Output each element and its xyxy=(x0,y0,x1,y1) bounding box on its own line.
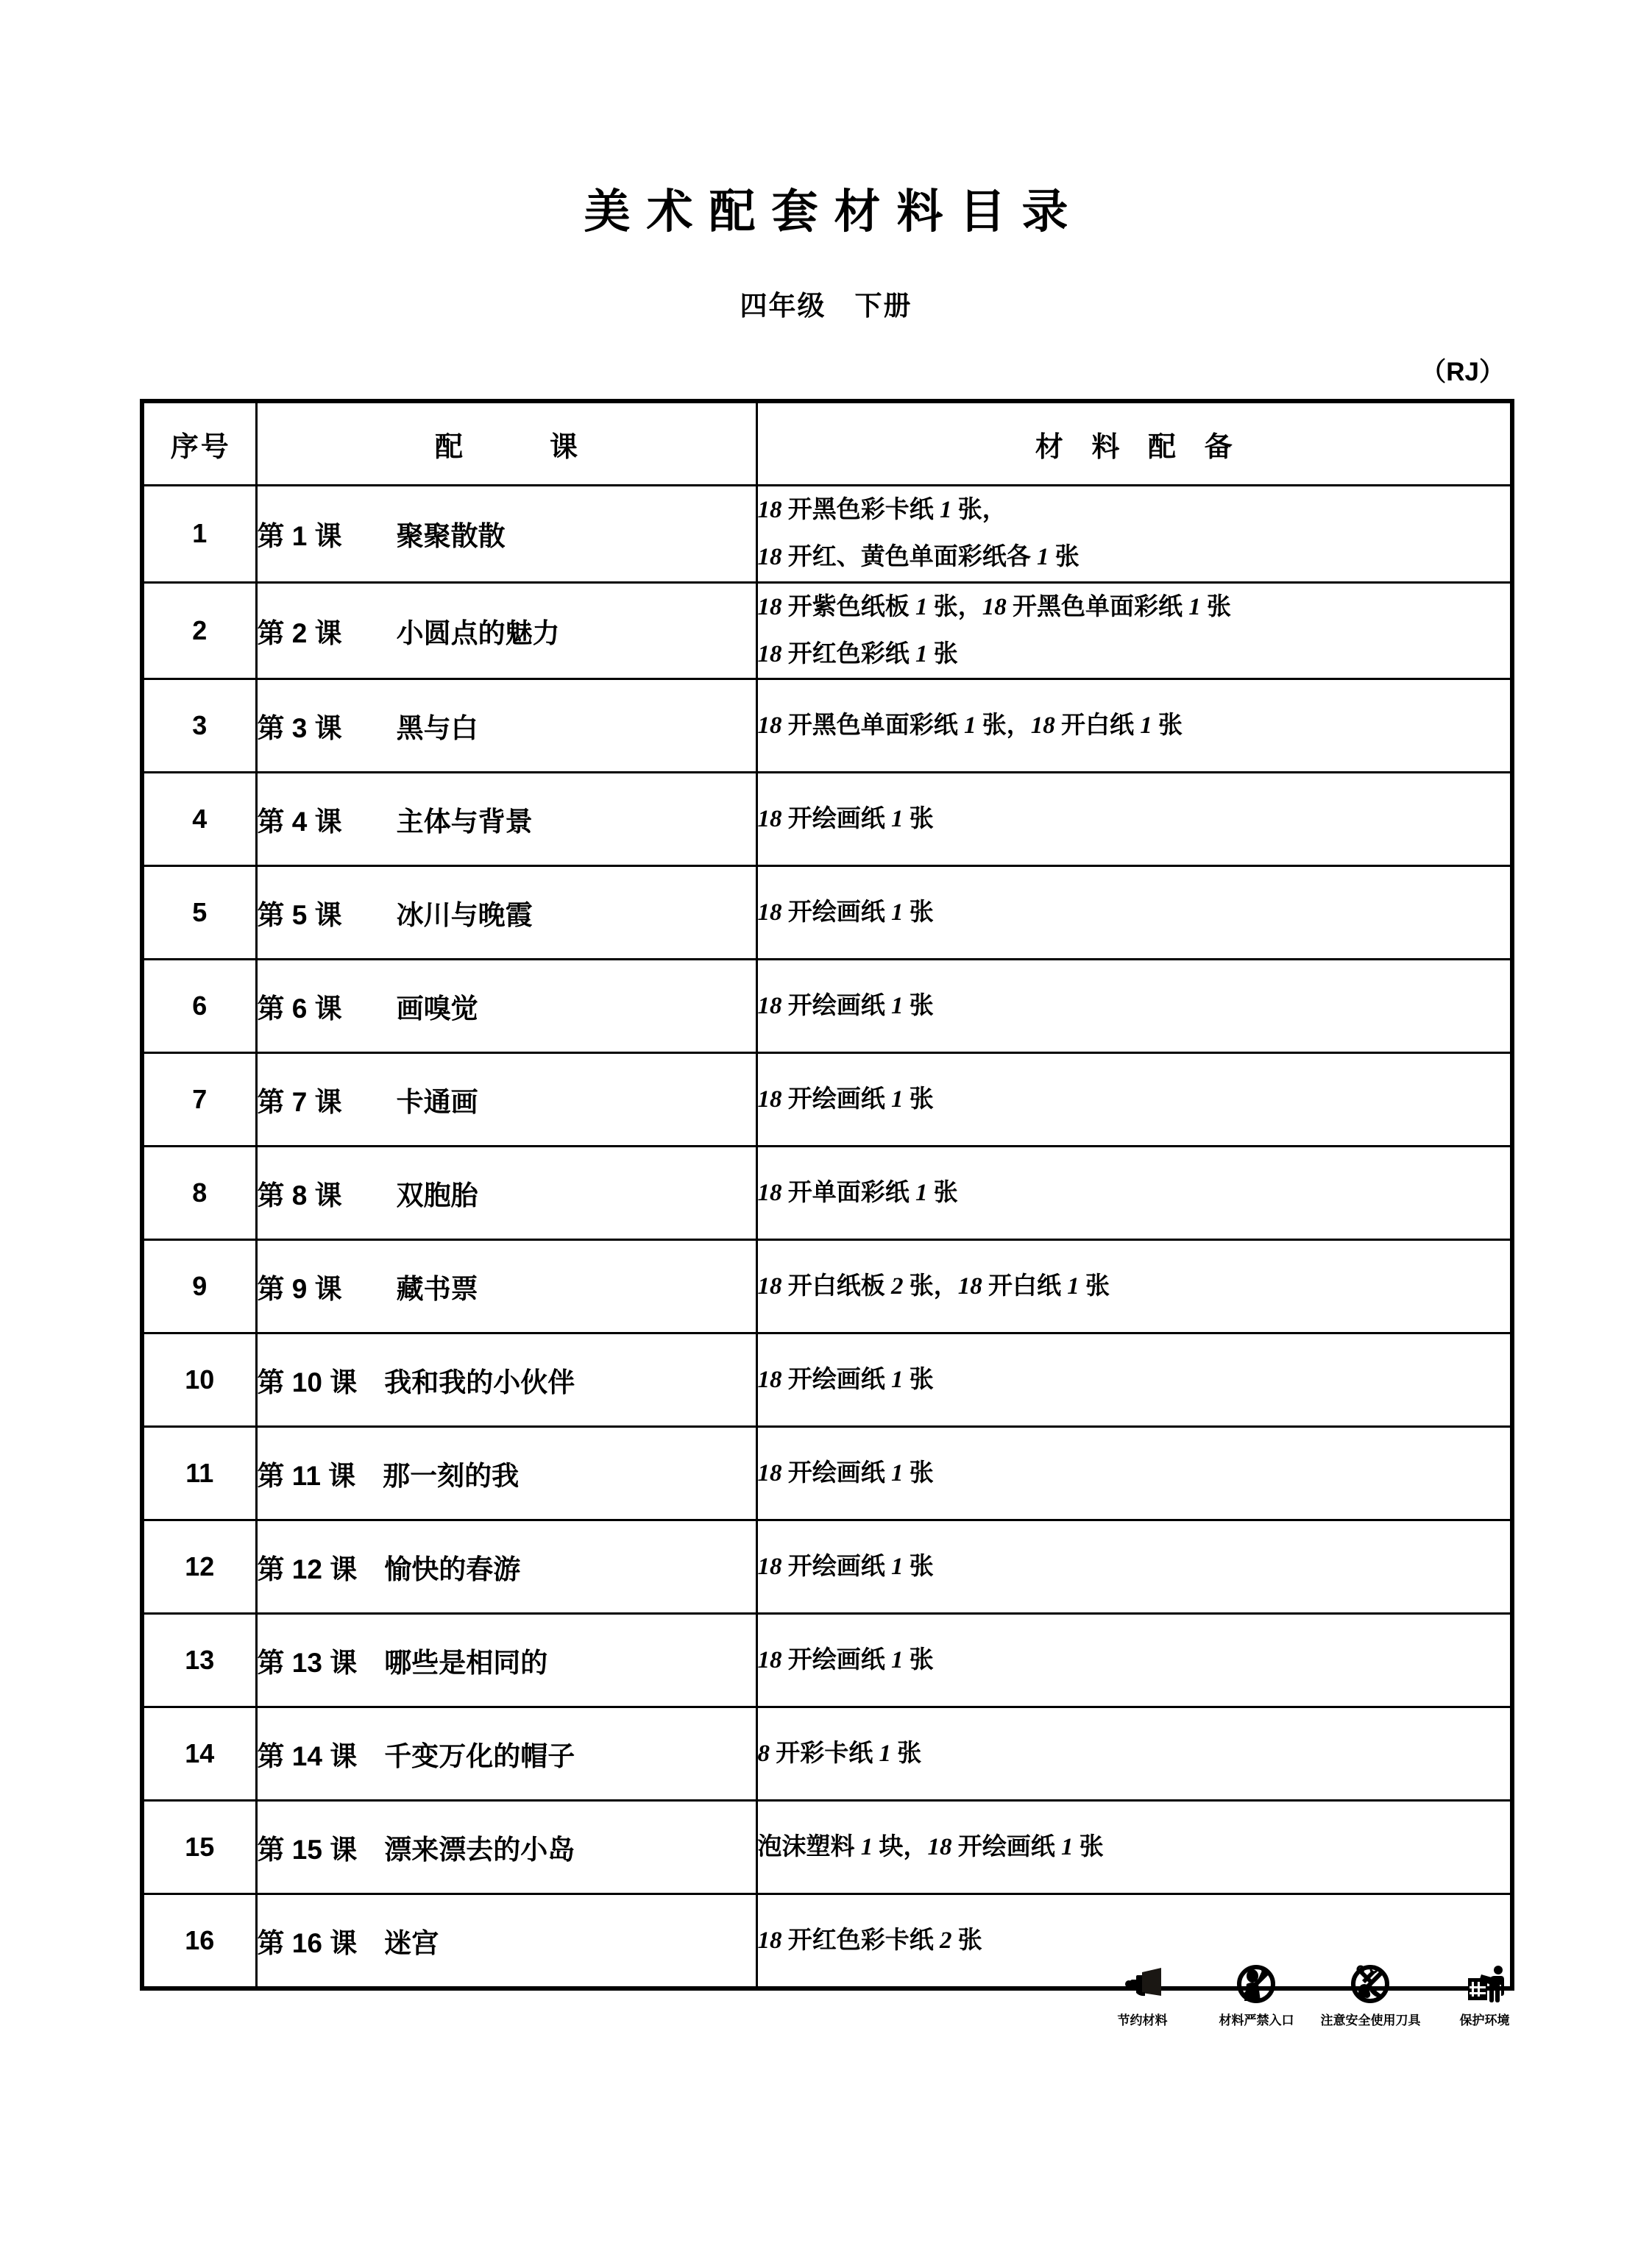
cell-material-spec xyxy=(756,1333,1512,1427)
safety-notice-item xyxy=(1203,1958,1310,2028)
safety-notice-label: 材料严禁入口 xyxy=(1219,2013,1294,2027)
safety-notice-item xyxy=(1089,1958,1196,2028)
material-line: 18 开绘画纸 1 张 xyxy=(757,1367,934,1394)
material-line: 18 开绘画纸 1 张 xyxy=(757,1554,934,1581)
cell-lesson-title: 第 12 课 愉快的春游 xyxy=(256,1520,756,1614)
no-blade-icon xyxy=(1317,1958,1424,2006)
cell-lesson-title: 第 7 课 卡通画 xyxy=(256,1053,756,1147)
cell-material-spec xyxy=(756,866,1512,960)
cell-material-spec xyxy=(756,1707,1512,1801)
column-header-material: 材 料 配 备 xyxy=(756,401,1512,486)
cell-material-spec xyxy=(756,960,1512,1053)
cell-material-spec xyxy=(756,1147,1512,1240)
page-title: 美术配套材料目录 xyxy=(584,186,1085,238)
column-header-no: 序号 xyxy=(142,401,256,486)
cell-material-spec xyxy=(756,1427,1512,1520)
cell-sequence-number: 14 xyxy=(142,1707,256,1801)
cell-lesson-title: 第 15 课 漂来漂去的小岛 xyxy=(256,1801,756,1894)
table-row xyxy=(142,679,1512,773)
cell-sequence-number: 9 xyxy=(142,1240,256,1333)
cell-sequence-number: 5 xyxy=(142,866,256,960)
cell-sequence-number: 8 xyxy=(142,1147,256,1240)
material-line: 18 开紫色纸板 1 张，18 开黑色单面彩纸 1 张 xyxy=(757,593,1231,620)
cell-sequence-number: 7 xyxy=(142,1053,256,1147)
material-line: 18 开绘画纸 1 张 xyxy=(757,1460,934,1487)
cell-sequence-number: 16 xyxy=(142,1894,256,1989)
material-line: 18 开黑色彩卡纸 1 张， xyxy=(757,497,1007,523)
save-material-icon xyxy=(1089,1958,1196,2006)
cell-sequence-number: 1 xyxy=(142,486,256,583)
table-row xyxy=(142,1801,1512,1894)
material-line: 18 开绘画纸 1 张 xyxy=(757,806,934,833)
table-row xyxy=(142,1427,1512,1520)
table-row xyxy=(142,1240,1512,1333)
table-header xyxy=(142,401,1512,486)
cell-material-spec xyxy=(756,773,1512,866)
material-line: 18 开单面彩纸 1 张 xyxy=(757,1180,958,1207)
protect-environment-icon xyxy=(1431,1958,1538,2006)
safety-notice-bar xyxy=(1089,1958,1538,2028)
table-header-row xyxy=(142,401,1512,486)
cell-lesson-title: 第 9 课 藏书票 xyxy=(256,1240,756,1333)
table-row xyxy=(142,1707,1512,1801)
material-line: 18 开红、黄色单面彩纸各 1 张 xyxy=(757,544,1080,571)
material-line: 8 开彩卡纸 1 张 xyxy=(757,1740,922,1768)
cell-lesson-title: 第 13 课 哪些是相同的 xyxy=(256,1614,756,1707)
material-line: 18 开红色彩纸 1 张 xyxy=(757,641,958,668)
safety-notice-item xyxy=(1317,1958,1424,2028)
cell-material-spec xyxy=(756,1614,1512,1707)
table-row xyxy=(142,1147,1512,1240)
cell-material-spec xyxy=(756,679,1512,773)
material-table-container xyxy=(140,399,1510,1991)
cell-lesson-title: 第 14 课 千变万化的帽子 xyxy=(256,1707,756,1801)
cell-lesson-title: 第 3 课 黑与白 xyxy=(256,679,756,773)
cell-sequence-number: 13 xyxy=(142,1614,256,1707)
material-line: 18 开绘画纸 1 张 xyxy=(757,899,934,927)
table-row xyxy=(142,866,1512,960)
edition-tag: （RJ） xyxy=(1420,358,1505,386)
material-line: 泡沫塑料 1 块，18 开绘画纸 1 张 xyxy=(757,1834,1104,1861)
safety-notice-item xyxy=(1431,1958,1538,2028)
cell-sequence-number: 6 xyxy=(142,960,256,1053)
cell-material-spec xyxy=(756,1801,1512,1894)
cell-material-spec xyxy=(756,582,1512,679)
material-line: 18 开红色彩卡纸 2 张 xyxy=(757,1927,982,1955)
cell-lesson-title: 第 8 课 双胞胎 xyxy=(256,1147,756,1240)
cell-sequence-number: 2 xyxy=(142,582,256,679)
cell-material-spec xyxy=(756,1240,1512,1333)
table-row xyxy=(142,582,1512,679)
cell-sequence-number: 10 xyxy=(142,1333,256,1427)
cell-sequence-number: 3 xyxy=(142,679,256,773)
cell-sequence-number: 4 xyxy=(142,773,256,866)
no-eating-icon xyxy=(1203,1958,1310,2006)
safety-notice-label: 保护环境 xyxy=(1459,2013,1510,2027)
material-list-table xyxy=(140,399,1514,1991)
material-line: 18 开黑色单面彩纸 1 张，18 开白纸 1 张 xyxy=(757,712,1183,740)
cell-material-spec xyxy=(756,1053,1512,1147)
cell-material-spec xyxy=(756,1520,1512,1614)
table-row xyxy=(142,960,1512,1053)
safety-notice-label: 注意安全使用刀具 xyxy=(1320,2013,1421,2027)
cell-material-spec xyxy=(756,486,1512,583)
cell-lesson-title: 第 1 课 聚聚散散 xyxy=(256,486,756,583)
cell-sequence-number: 12 xyxy=(142,1520,256,1614)
cell-sequence-number: 11 xyxy=(142,1427,256,1520)
cell-lesson-title: 第 5 课 冰川与晚霞 xyxy=(256,866,756,960)
column-header-lesson: 配 课 xyxy=(256,401,756,486)
table-row xyxy=(142,1053,1512,1147)
page-subtitle: 四年级 下册 xyxy=(740,291,912,321)
table-row xyxy=(142,773,1512,866)
material-line: 18 开绘画纸 1 张 xyxy=(757,1647,934,1674)
table-body xyxy=(142,486,1512,1989)
material-line: 18 开白纸板 2 张，18 开白纸 1 张 xyxy=(757,1273,1110,1300)
cell-lesson-title: 第 4 课 主体与背景 xyxy=(256,773,756,866)
material-line: 18 开绘画纸 1 张 xyxy=(757,1086,934,1113)
table-row xyxy=(142,486,1512,583)
table-row xyxy=(142,1614,1512,1707)
cell-lesson-title: 第 2 课 小圆点的魅力 xyxy=(256,582,756,679)
table-row xyxy=(142,1520,1512,1614)
material-line: 18 开绘画纸 1 张 xyxy=(757,993,934,1020)
safety-notice-label: 节约材料 xyxy=(1117,2013,1168,2027)
cell-sequence-number: 15 xyxy=(142,1801,256,1894)
cell-lesson-title: 第 16 课 迷宫 xyxy=(256,1894,756,1989)
cell-lesson-title: 第 10 课 我和我的小伙伴 xyxy=(256,1333,756,1427)
table-row xyxy=(142,1333,1512,1427)
cell-lesson-title: 第 11 课 那一刻的我 xyxy=(256,1427,756,1520)
cell-lesson-title: 第 6 课 画嗅觉 xyxy=(256,960,756,1053)
